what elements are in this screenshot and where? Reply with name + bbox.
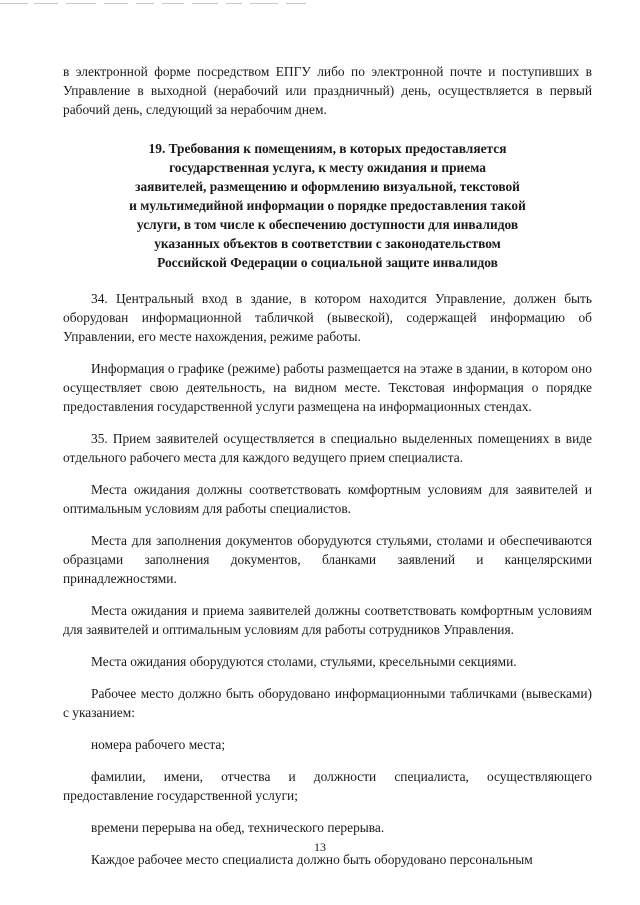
paragraph-34: 34. Центральный вход в здание, в котором находится Управление, должен быть оборудован информационной табличкой (вывеской), содержащей информацию об Управлении, его месте нахождения, режиме работы. xyxy=(63,291,592,344)
paragraph-reception-places: Места ожидания и приема заявителей должны соответствовать комфортным условиям для заявителей и оптимальным условиям для работы сотрудников Управления. xyxy=(63,603,592,637)
paragraph-waiting-places: Места ожидания должны соответствовать комфортным условиям для заявителей и оптимальным условиям для работы специалистов. xyxy=(63,482,592,516)
paragraph-workplace-signs: Рабочее место должно быть оборудовано информационными табличками (вывесками) с указанием: xyxy=(63,686,592,720)
paragraph-workplace-equipment: Каждое рабочее место специалиста должно быть оборудовано персональным xyxy=(91,852,533,867)
list-item-workplace-number: номера рабочего места; xyxy=(91,737,226,752)
scan-edge-marks xyxy=(0,3,640,5)
paragraph-waiting-equipment: Места ожидания оборудуются столами, стульями, кресельными секциями. xyxy=(91,654,517,669)
list-item-break-time: времени перерыва на обед, технического перерыва. xyxy=(91,820,385,835)
paragraph-35: 35. Прием заявителей осуществляется в специально выделенных помещениях в виде отдельного рабочего места для каждого ведущего прием специалиста. xyxy=(63,431,592,465)
paragraph-filling-places: Места для заполнения документов оборудуются стульями, столами и обеспечиваются образцами заполнения документов, бланками заявлений и канцелярскими принадлежностями. xyxy=(63,533,592,586)
page-number: 13 xyxy=(314,840,326,854)
list-item-specialist-name: фамилии, имени, отчества и должности специалиста, осуществляющего предоставление государственной услуги; xyxy=(63,769,592,803)
section-heading: 19. Требования к помещениям, в которых предоставляется государственная услуга, к месту ожидания и приема заявителей, размещению и оформлению визуальной, текстовой и мультимедийной информации о порядке предоставления такой услуги, в том числе к обеспечению доступности для инвалидов указанных объектов в соответствии с законодательством Российской Федерации о социальной защите инвалидов xyxy=(129,141,526,270)
continued-paragraph: в электронной форме посредством ЕПГУ либо по электронной почте и поступивших в Управление в выходной (нерабочий или праздничный) день, осуществляется в первый рабочий день, следующий за нерабочим днем. xyxy=(63,64,592,117)
page-body xyxy=(63,62,592,869)
paragraph-schedule-info: Информация о графике (режиме) работы размещается на этаже в здании, в котором оно осуществляет свою деятельность, на видном месте. Текстовая информация о порядке предоставления государственной услуги размещена на информационных стендах. xyxy=(63,361,592,414)
